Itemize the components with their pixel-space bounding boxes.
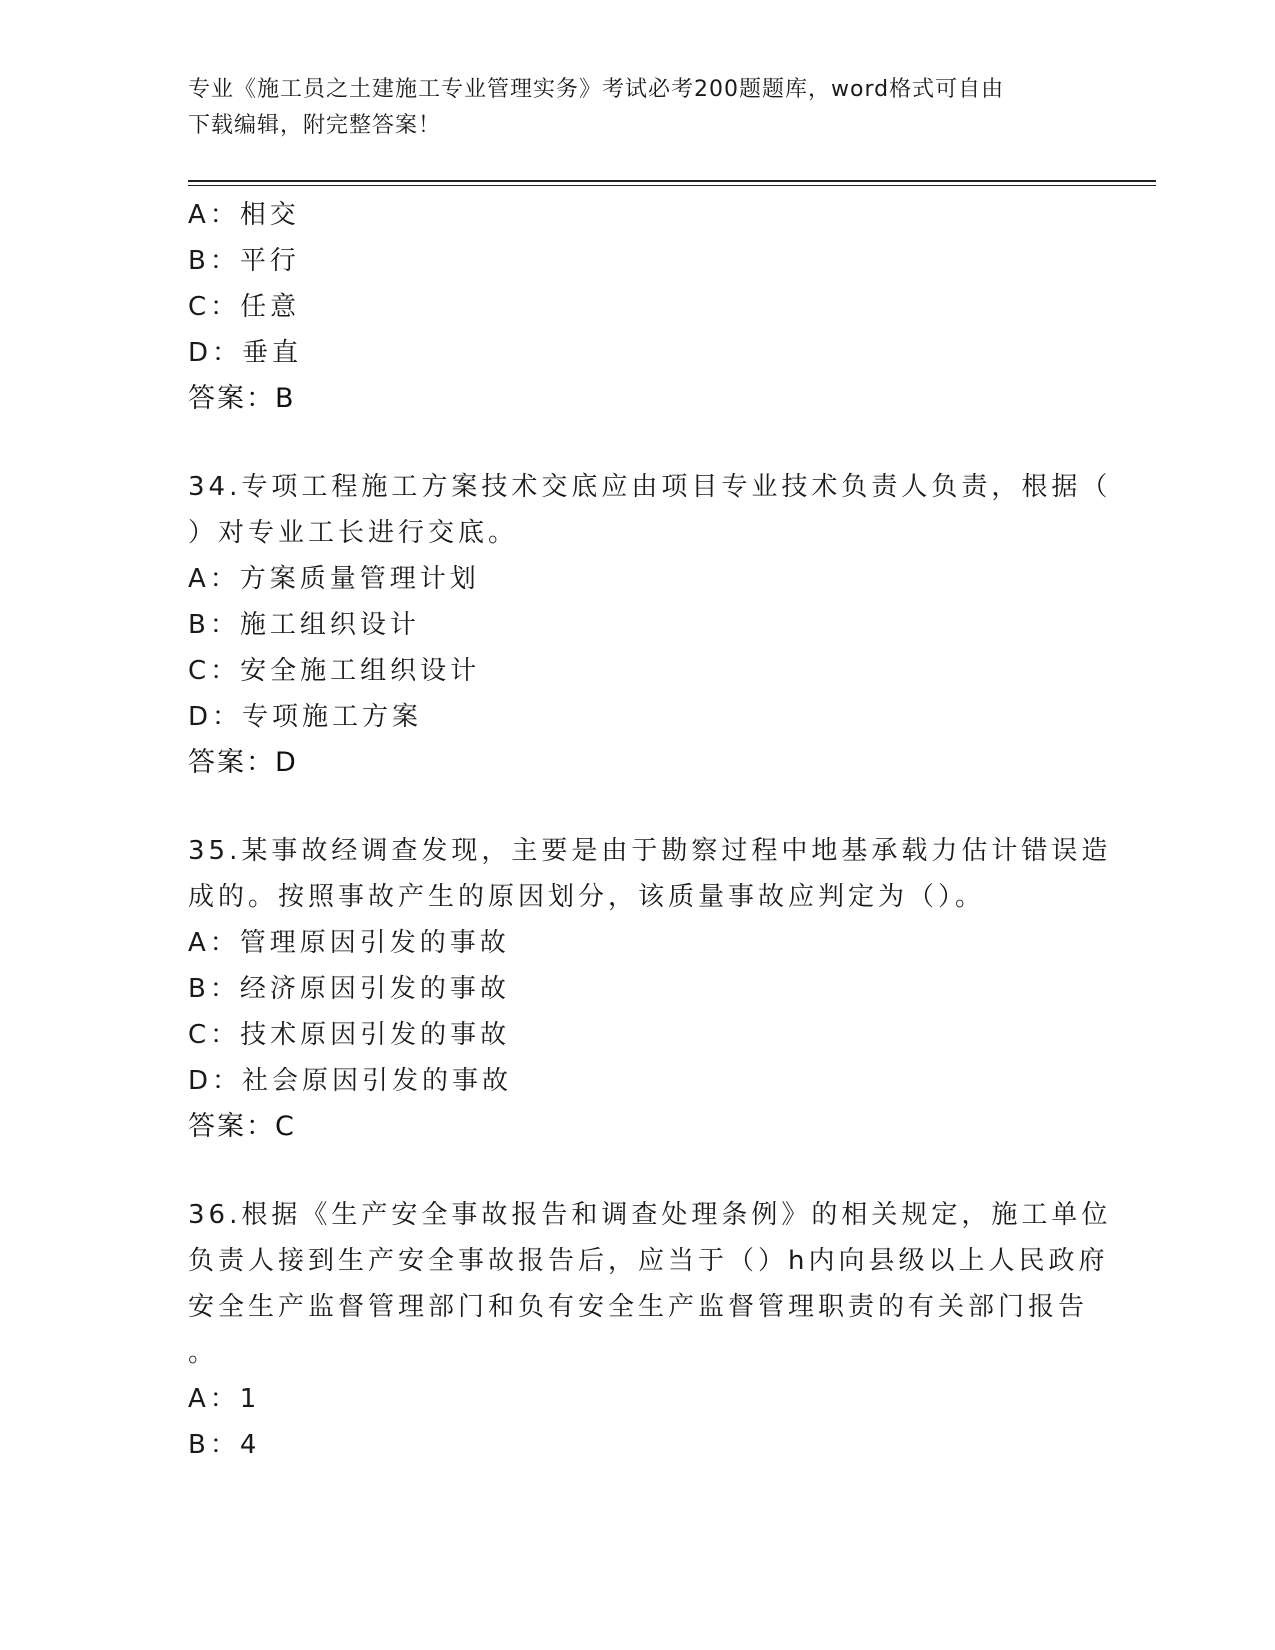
- option-c: C：技术原因引发的事故: [188, 1020, 511, 1050]
- question-text-line-1: 34.专项工程施工方案技术交底应由项目专业技术负责人负责，根据（: [188, 472, 1112, 502]
- question-text-line-2: 负责人接到生产安全事故报告后，应当于（）h内向县级以上人民政府: [188, 1246, 1109, 1276]
- question-text-line-3: 安全生产监督管理部门和负有安全生产监督管理职责的有关部门报告: [188, 1292, 1089, 1322]
- answer-line: 答案：D: [188, 747, 298, 778]
- option-c: C：任意: [188, 292, 301, 322]
- option-a: A：管理原因引发的事故: [188, 928, 510, 958]
- option-c: C：安全施工组织设计: [188, 656, 481, 686]
- option-d: D：社会原因引发的事故: [188, 1066, 513, 1096]
- document-header: [188, 72, 1088, 144]
- question-list: [188, 192, 1112, 1468]
- question-36: [188, 1192, 1112, 1468]
- option-a: A：相交: [188, 200, 300, 230]
- question-text-line-4: 。: [188, 1338, 219, 1368]
- option-a: A：1: [188, 1384, 261, 1414]
- spacer: [188, 422, 1088, 464]
- option-b: B：经济原因引发的事故: [188, 974, 510, 1004]
- question-34: [188, 464, 1112, 786]
- question-35: [188, 828, 1112, 1150]
- question-text-line-2: ）对专业工长进行交底。: [188, 518, 519, 548]
- answer-line: 答案：B: [188, 383, 296, 414]
- spacer: [188, 786, 1088, 828]
- option-d: D：专项施工方案: [188, 702, 423, 732]
- question-text-line-1: 36.根据《生产安全事故报告和调查处理条例》的相关规定，施工单位: [188, 1200, 1112, 1230]
- question-text-line-2: 成的。按照事故产生的原因划分，该质量事故应判定为（）。: [188, 882, 986, 912]
- header-line-1: 专业《施工员之土建施工专业管理实务》考试必考200题题库，word格式可自由: [188, 77, 1005, 102]
- option-b: B：4: [188, 1430, 261, 1460]
- option-b: B：施工组织设计: [188, 610, 420, 640]
- header-divider-thick: [188, 180, 1156, 182]
- option-a: A：方案质量管理计划: [188, 564, 480, 594]
- option-d: D：垂直: [188, 338, 303, 368]
- spacer: [188, 1150, 1088, 1192]
- answer-line: 答案：C: [188, 1111, 296, 1142]
- question-33: [188, 192, 1088, 422]
- question-text-line-1: 35.某事故经调查发现，主要是由于勘察过程中地基承载力估计错误造: [188, 836, 1112, 866]
- header-line-2: 下载编辑，附完整答案！: [188, 113, 442, 138]
- header-divider-thin: [188, 185, 1156, 186]
- option-b: B：平行: [188, 246, 300, 276]
